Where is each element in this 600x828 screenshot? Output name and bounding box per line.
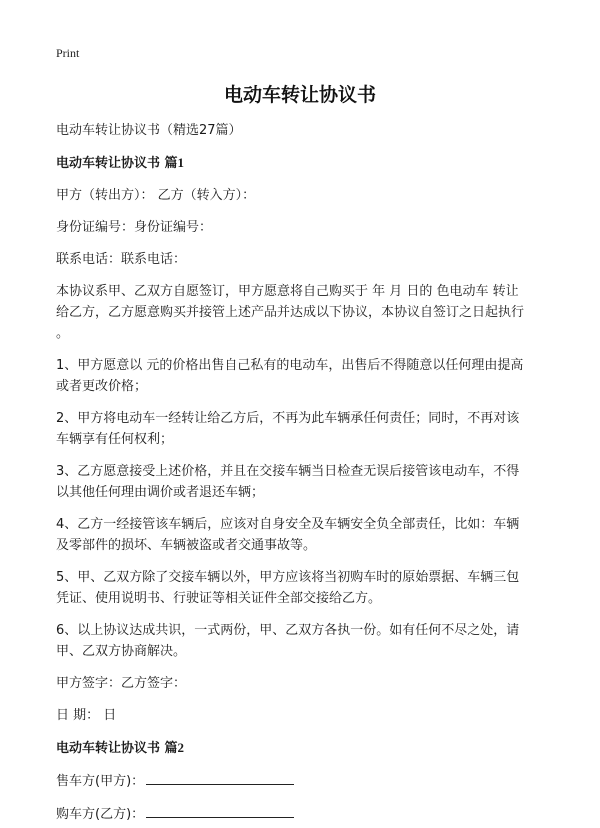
clause-line: 1、甲方愿意以 元的价格出售自己私有的电动车，出售后不得随意以任何理由提高	[56, 358, 524, 373]
document-title: 电动车转让协议书	[223, 84, 376, 106]
clause-2	[56, 408, 556, 450]
print-link[interactable]: Print	[56, 46, 80, 60]
clause-1	[56, 355, 556, 397]
buyer-line	[56, 803, 556, 825]
subtitle: 电动车转让协议书（精选27篇）	[56, 123, 242, 138]
clause-line: 5、甲、乙双方除了交接车辆以外，甲方应该将当初购车时的原始票据、车辆三包	[56, 570, 520, 585]
parties-line: 甲方（转出方）： 乙方（转入方）：	[56, 188, 256, 203]
buyer-blank	[146, 803, 294, 818]
signatures-line: 甲方签字：乙方签字：	[56, 676, 187, 691]
seller-line	[56, 770, 556, 792]
clause-line: 车辆享有任何权利；	[56, 432, 174, 447]
clause-line: 2、甲方将电动车一经转让给乙方后，不再为此车辆承任何责任；同时，不再对该	[56, 411, 520, 426]
section-2-heading-number: 篇2	[164, 740, 185, 755]
section-1-heading	[56, 152, 556, 174]
seller-blank	[146, 770, 294, 785]
clause-line: 以其他任何理由调价或者退还车辆；	[56, 485, 265, 500]
clause-5	[56, 567, 556, 609]
clause-line: 或者更改价格；	[56, 379, 148, 394]
clause-line: 甲、乙双方协商解决。	[56, 644, 187, 659]
clause-line: 4、乙方一经接管该车辆后，应该对自身安全及车辆安全负全部责任，比如：车辆	[56, 517, 520, 532]
section-1-heading-text: 电动车转让协议书	[56, 156, 165, 171]
clause-line: 及零部件的损坏、车辆被盗或者交通事故等。	[56, 538, 317, 553]
section-2-heading-text: 电动车转让协议书	[56, 741, 165, 756]
clause-line: 3、乙方愿意接受上述价格，并且在交接车辆当日检查无误后接管该电动车，不得	[56, 464, 520, 479]
intro-line: 本协议系甲、乙双方自愿签订，甲方愿意将自己购买于 年 月 日的 色电动车 转让	[56, 284, 519, 299]
intro-line: 。	[56, 326, 70, 341]
date-line: 日 期： 日	[56, 708, 117, 723]
seller-label: 售车方(甲方)：	[56, 774, 145, 789]
section-2-heading	[56, 737, 556, 759]
id-numbers-line: 身份证编号：身份证编号：	[56, 220, 213, 235]
document-body	[56, 120, 556, 825]
clause-3	[56, 461, 556, 503]
intro-paragraph	[56, 281, 556, 344]
phones-line: 联系电话：联系电话：	[56, 252, 187, 267]
clause-6	[56, 620, 556, 662]
clause-4	[56, 514, 556, 556]
buyer-label: 购车方(乙方)：	[56, 807, 145, 822]
clause-line: 6、以上协议达成共识，一式两份，甲、乙双方各执一份。如有任何不尽之处，请	[56, 623, 520, 638]
clause-line: 凭证、使用说明书、行驶证等相关证件全部交接给乙方。	[56, 591, 382, 606]
intro-line: 给乙方，乙方愿意购买并接管上述产品并达成以下协议，本协议自签订之日起执行	[56, 305, 525, 320]
section-1-heading-number: 篇1	[164, 155, 185, 170]
